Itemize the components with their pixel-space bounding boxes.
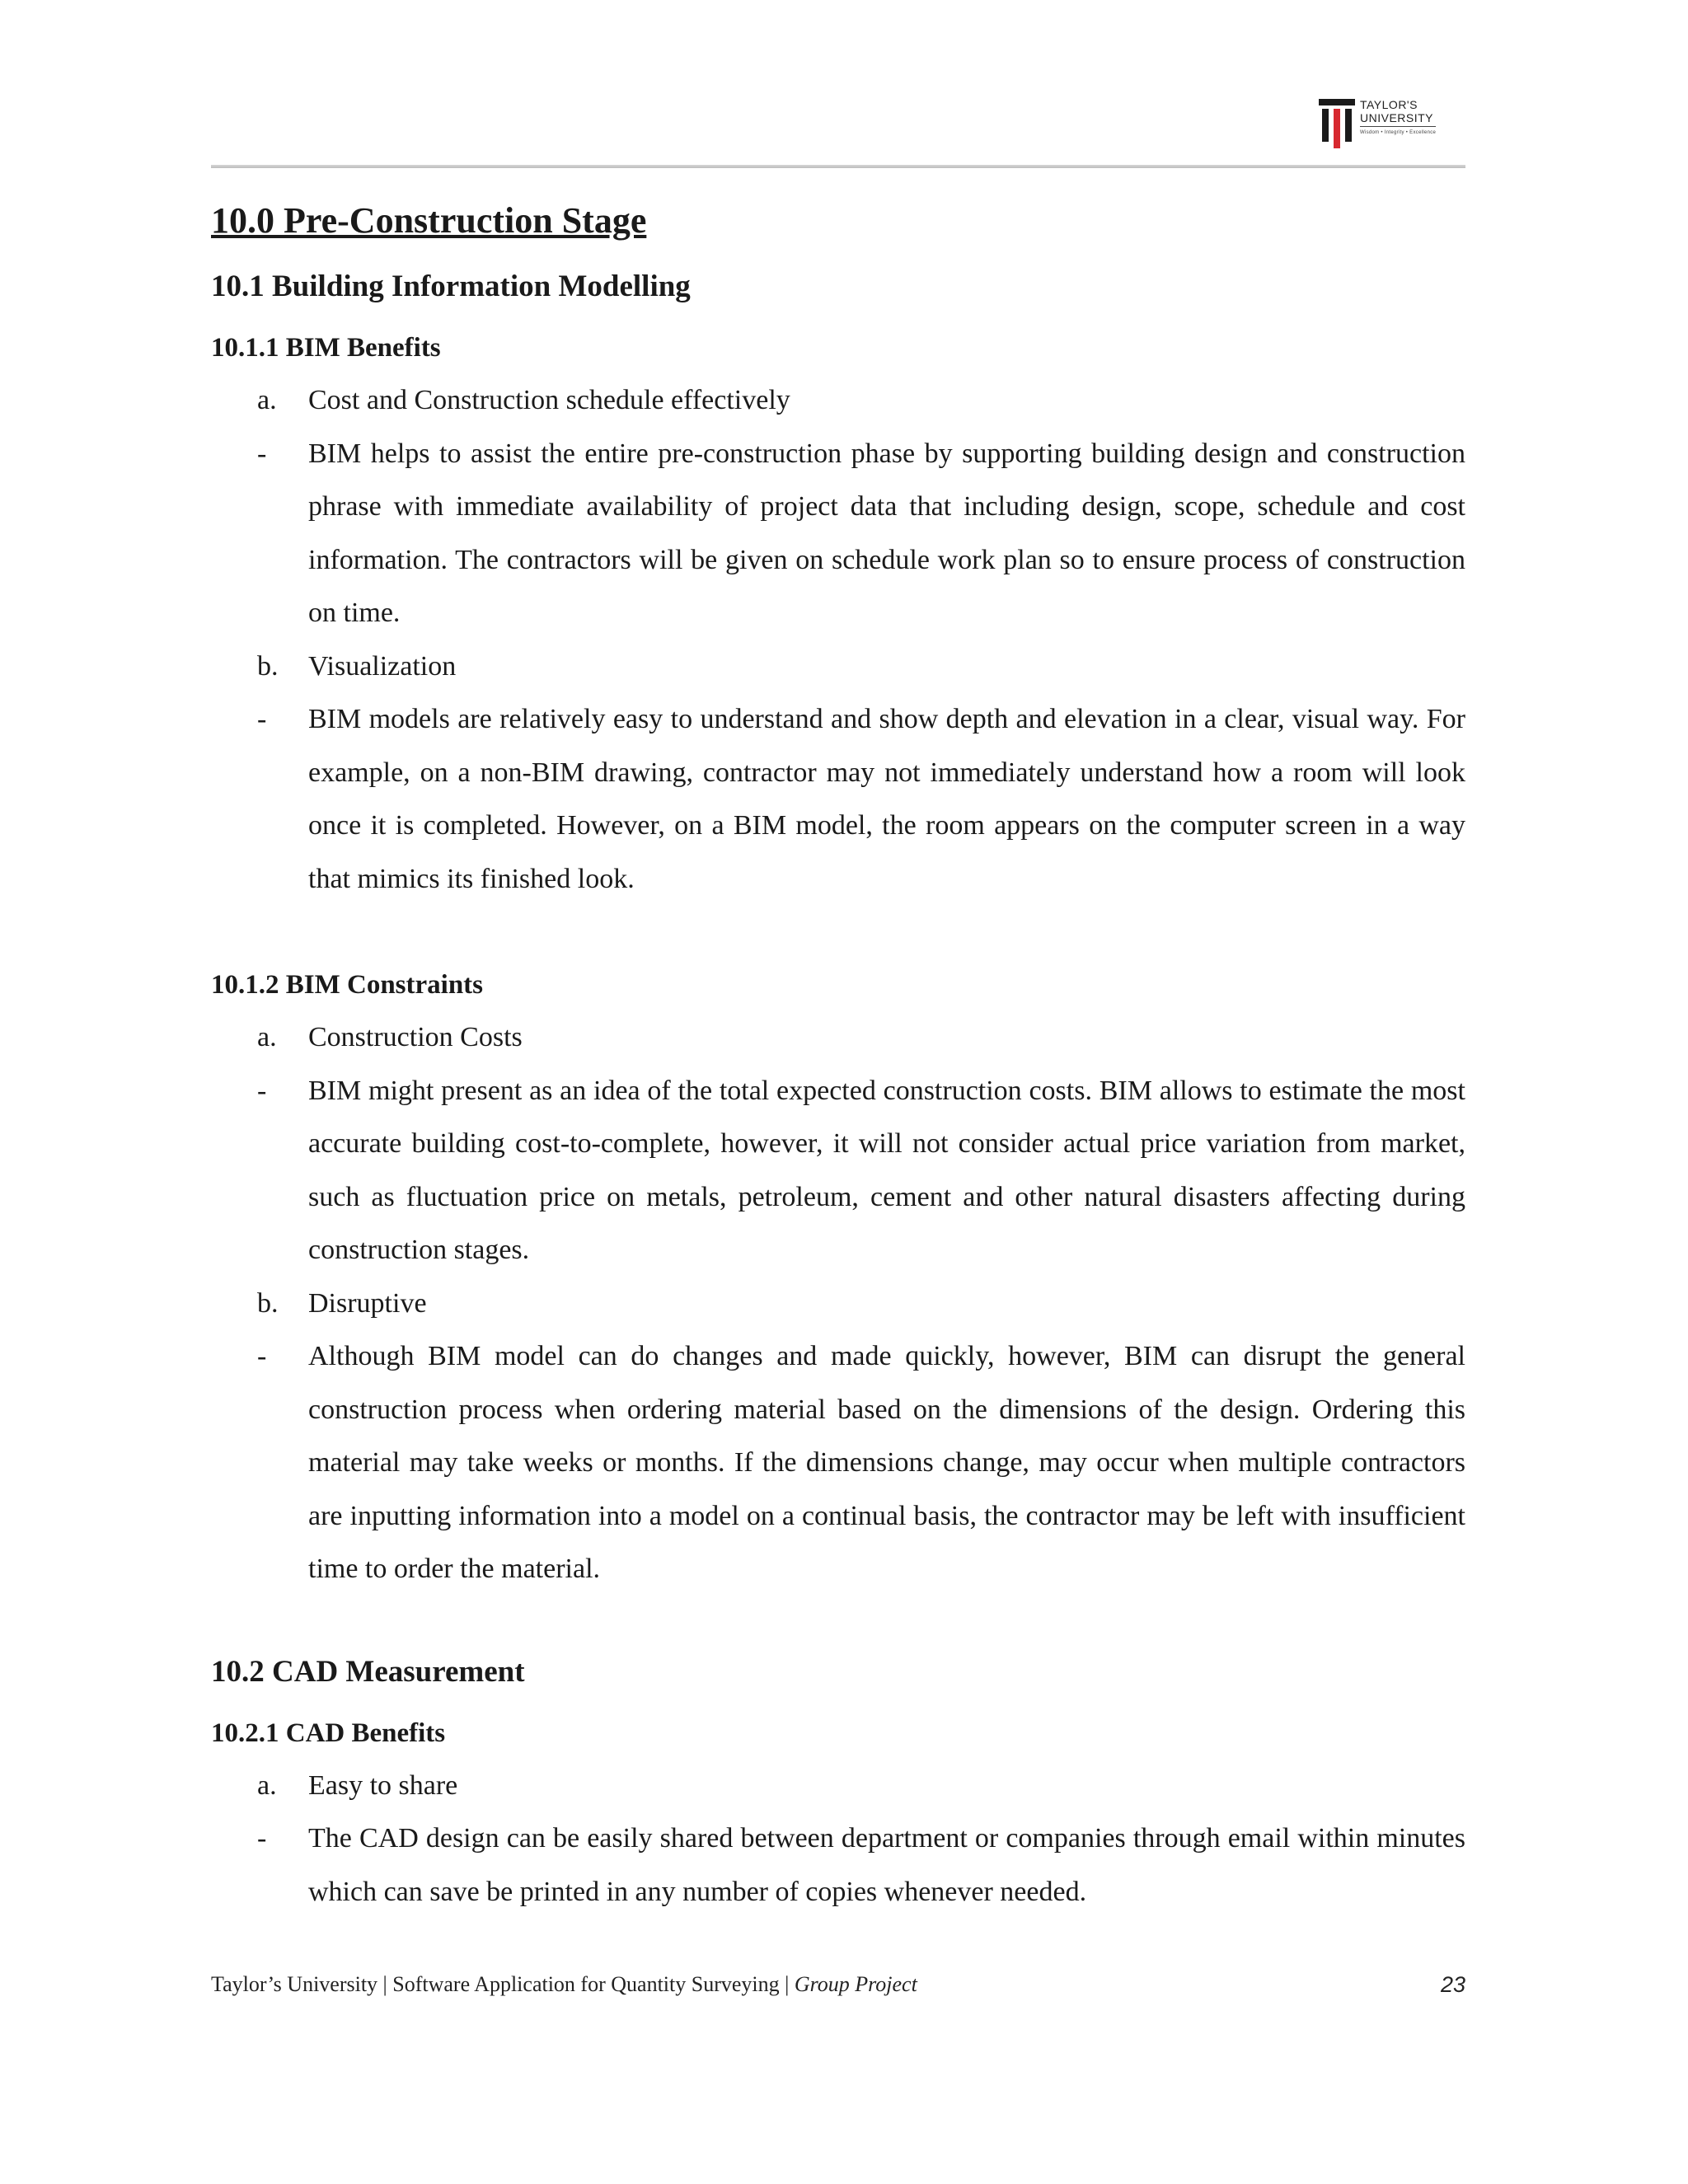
paragraph-text: BIM might present as an idea of the total expected construction costs. BIM allows to estimate the most accurate building cost-to-complete, however, it will not consider actual price variation from market, such as fluctuation price on metals, petroleum, cement and other natural disasters affecting during construction stages.: [308, 1075, 1465, 1265]
list-item: [211, 1011, 1465, 1065]
list-marker: a.: [257, 1022, 277, 1052]
page-footer: [211, 1972, 1465, 1997]
list-item: [211, 374, 1465, 428]
list-item-label: Disruptive: [308, 1287, 427, 1319]
page-number: 23: [1440, 1972, 1465, 1997]
list-marker: a.: [257, 385, 277, 415]
list-marker: b.: [257, 1287, 279, 1319]
dash-marker: -: [257, 1075, 267, 1106]
footer-project-label: Group Project: [794, 1972, 917, 1996]
bim-constraints-heading: 10.1.2 BIM Constraints: [211, 970, 484, 1000]
list-item: [211, 1277, 1465, 1331]
page-content: [211, 196, 1465, 1919]
list-marker: a.: [257, 1769, 277, 1801]
spacer: [211, 906, 1465, 958]
dash-marker: -: [257, 1341, 267, 1371]
dash-marker: -: [257, 438, 267, 469]
list-item: [211, 1760, 1465, 1813]
bim-benefits-heading: 10.1.1 BIM Benefits: [211, 333, 441, 363]
cad-heading: 10.2 CAD Measurement: [211, 1654, 525, 1689]
list-item-label: Cost and Construction schedule effectively: [308, 385, 790, 415]
dash-marker: -: [257, 704, 267, 734]
paragraph: [211, 428, 1465, 640]
logo-emblem-icon: [1319, 99, 1355, 148]
list-item-label: Construction Costs: [308, 1022, 523, 1052]
paragraph: [211, 1812, 1465, 1919]
paragraph-text: BIM helps to assist the entire pre-construction phase by supporting building design and construction phrase with immediate availability of project data that including design, scope, schedule and cost information. The contractors will be given on schedule work plan so to ensure process of construction on time.: [308, 438, 1465, 628]
paragraph-text: BIM models are relatively easy to understand and show depth and elevation in a clear, visual way. For example, on a non-BIM drawing, contractor may not immediately understand how a room will look once it is completed. However, on a BIM model, the room appears on the computer screen in a way that mimics its finished look.: [308, 704, 1465, 894]
cad-benefits-heading: 10.2.1 CAD Benefits: [211, 1718, 446, 1748]
spacer: [211, 1596, 1465, 1649]
list-item-label: Visualization: [308, 650, 457, 682]
paragraph-text: The CAD design can be easily shared between department or companies through email within minutes which can save be printed in any number of copies whenever needed.: [308, 1823, 1465, 1907]
footer-text: Taylor’s University | Software Application for Quantity Surveying |: [211, 1972, 795, 1996]
bim-heading: 10.1 Building Information Modelling: [211, 269, 691, 303]
header-divider: [211, 165, 1465, 168]
university-logo: [1319, 97, 1459, 150]
paragraph-text: Although BIM model can do changes and made quickly, however, BIM can disrupt the general construction process when ordering material based on the dimensions of the design. Ordering this material may take weeks or months. If the dimensions change, may occur when multiple contractors are inputting information into a model on a continual basis, the contractor may be left with insufficient time to order the material.: [308, 1341, 1465, 1584]
paragraph: [211, 1065, 1465, 1277]
logo-tagline: Wisdom • Integrity • Excellence: [1360, 130, 1437, 135]
dash-marker: -: [257, 1823, 267, 1854]
paragraph: [211, 1330, 1465, 1596]
paragraph: [211, 693, 1465, 906]
list-item-label: Easy to share: [308, 1769, 458, 1801]
section-title: 10.0 Pre-Construction Stage: [211, 200, 647, 241]
list-item: [211, 640, 1465, 694]
logo-name-line2: UNIVERSITY: [1360, 112, 1436, 127]
logo-name-line1: TAYLOR'S: [1360, 98, 1418, 111]
logo-text: [1360, 99, 1436, 135]
list-marker: b.: [257, 650, 279, 682]
